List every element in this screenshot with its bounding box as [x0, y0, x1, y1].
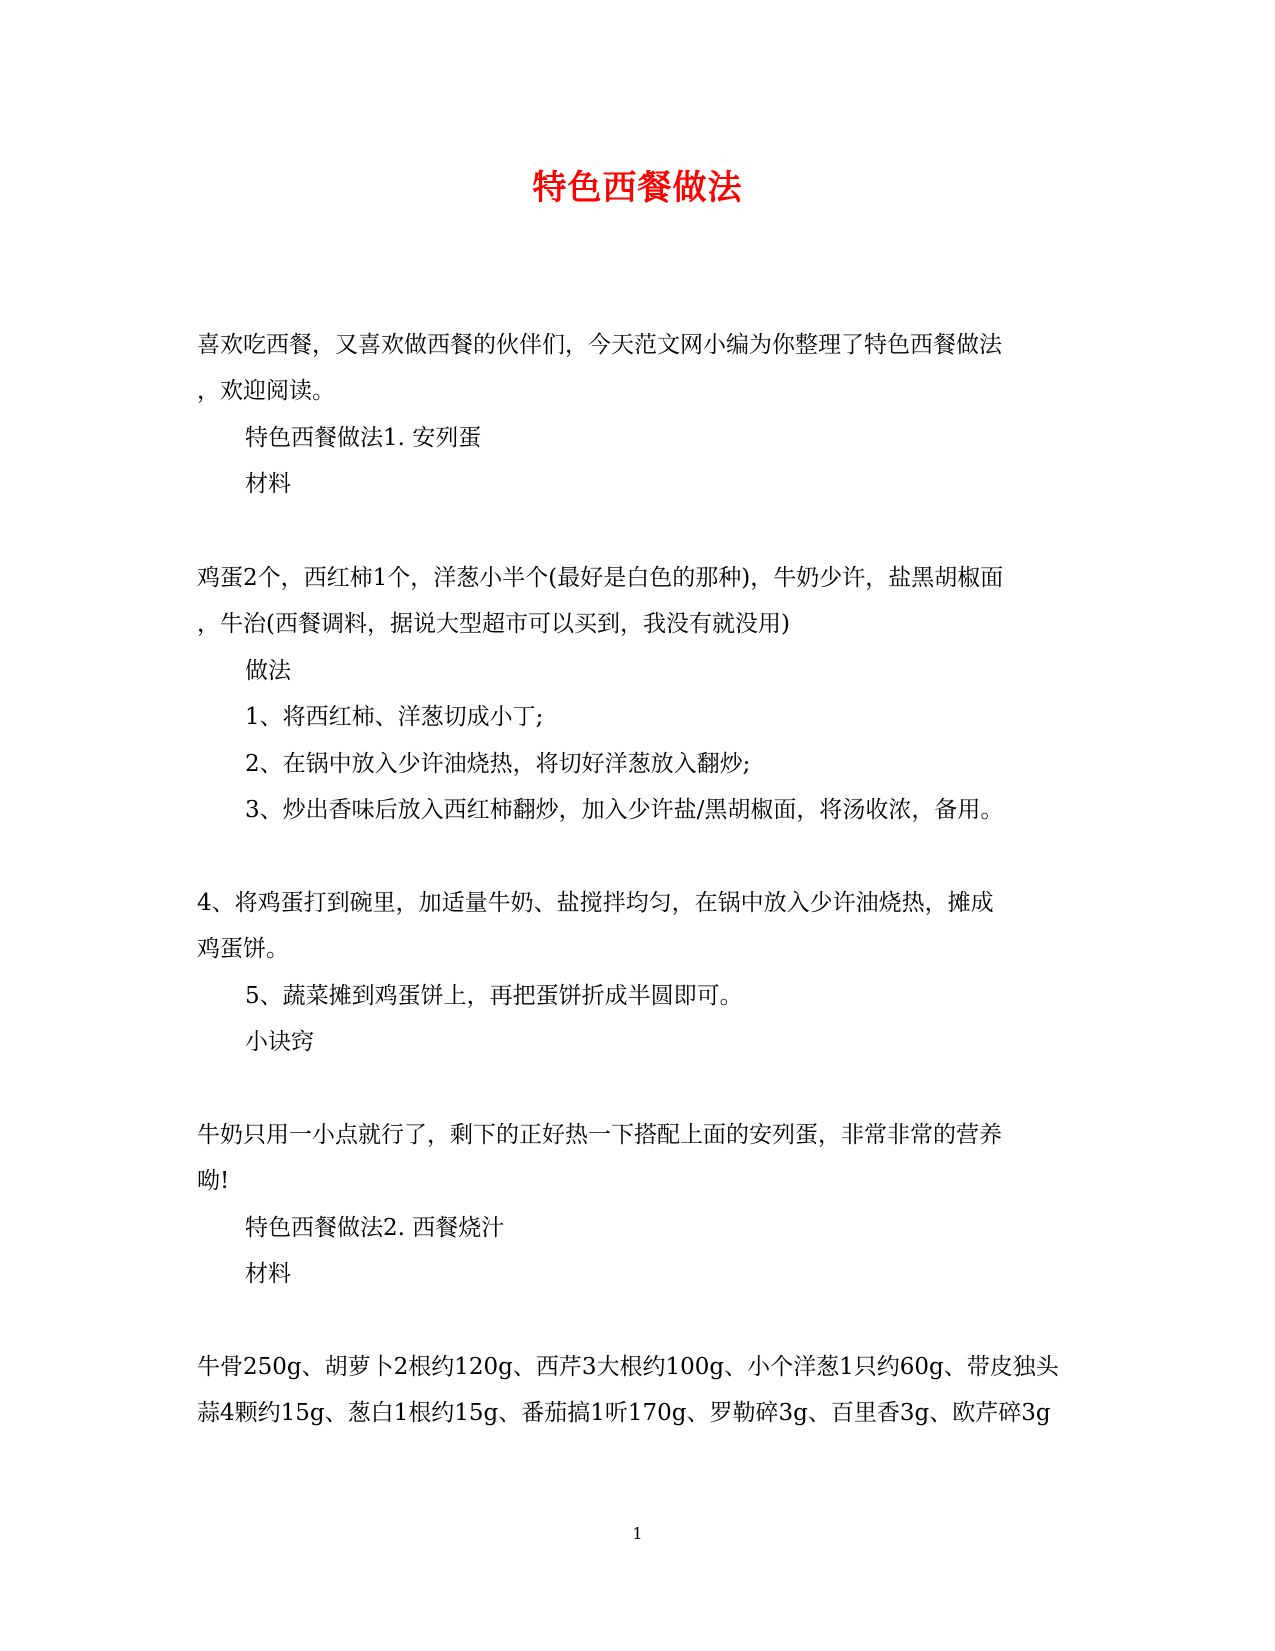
paragraph-line: ，牛治(西餐调料，据说大型超市可以买到，我没有就没用) — [197, 611, 790, 637]
subheading-method: 做法 — [245, 658, 291, 684]
paragraph-line: 鸡蛋2个，西红柿1个，洋葱小半个(最好是白色的那种)，牛奶少许，盐黑胡椒面 — [197, 565, 1004, 591]
subheading-materials: 材料 — [245, 471, 291, 497]
step-line: 5、蔬菜摊到鸡蛋饼上，再把蛋饼折成半圆即可。 — [245, 983, 743, 1009]
subheading-tips: 小诀窍 — [245, 1029, 314, 1055]
paragraph-line: ，欢迎阅读。 — [197, 378, 335, 404]
paragraph-line: 喜欢吃西餐，又喜欢做西餐的伙伴们，今天范文网小编为你整理了特色西餐做法 — [197, 332, 1002, 358]
paragraph-line: 牛奶只用一小点就行了，剩下的正好热一下搭配上面的安列蛋，非常非常的营养 — [197, 1122, 1002, 1148]
step-line: 2、在锅中放入少许油烧热，将切好洋葱放入翻炒; — [245, 751, 751, 777]
paragraph-line: 牛骨250g、胡萝卜2根约120g、西芹3大根约100g、小个洋葱1只约60g、带皮独头 — [197, 1354, 1059, 1380]
section-heading: 特色西餐做法1. 安列蛋 — [245, 425, 482, 451]
section-heading: 特色西餐做法2. 西餐烧汁 — [245, 1215, 505, 1241]
step-line: 4、将鸡蛋打到碗里，加适量牛奶、盐搅拌均匀，在锅中放入少许油烧热，摊成 — [197, 890, 994, 916]
paragraph-line: 蒜4颗约15g、葱白1根约15g、番茄搞1听170g、罗勒碎3g、百里香3g、欧芹碎3g — [197, 1400, 1051, 1426]
paragraph-line: 鸡蛋饼。 — [197, 936, 289, 962]
document-title: 特色西餐做法 — [532, 168, 743, 208]
step-line: 1、将西红柿、洋葱切成小丁; — [245, 704, 544, 730]
paragraph-line: 呦! — [197, 1168, 230, 1194]
step-line: 3、炒出香味后放入西红柿翻炒，加入少许盐/黑胡椒面，将汤收浓，备用。 — [245, 797, 1004, 823]
subheading-materials: 材料 — [245, 1261, 291, 1287]
page-number: 1 — [632, 1524, 643, 1543]
